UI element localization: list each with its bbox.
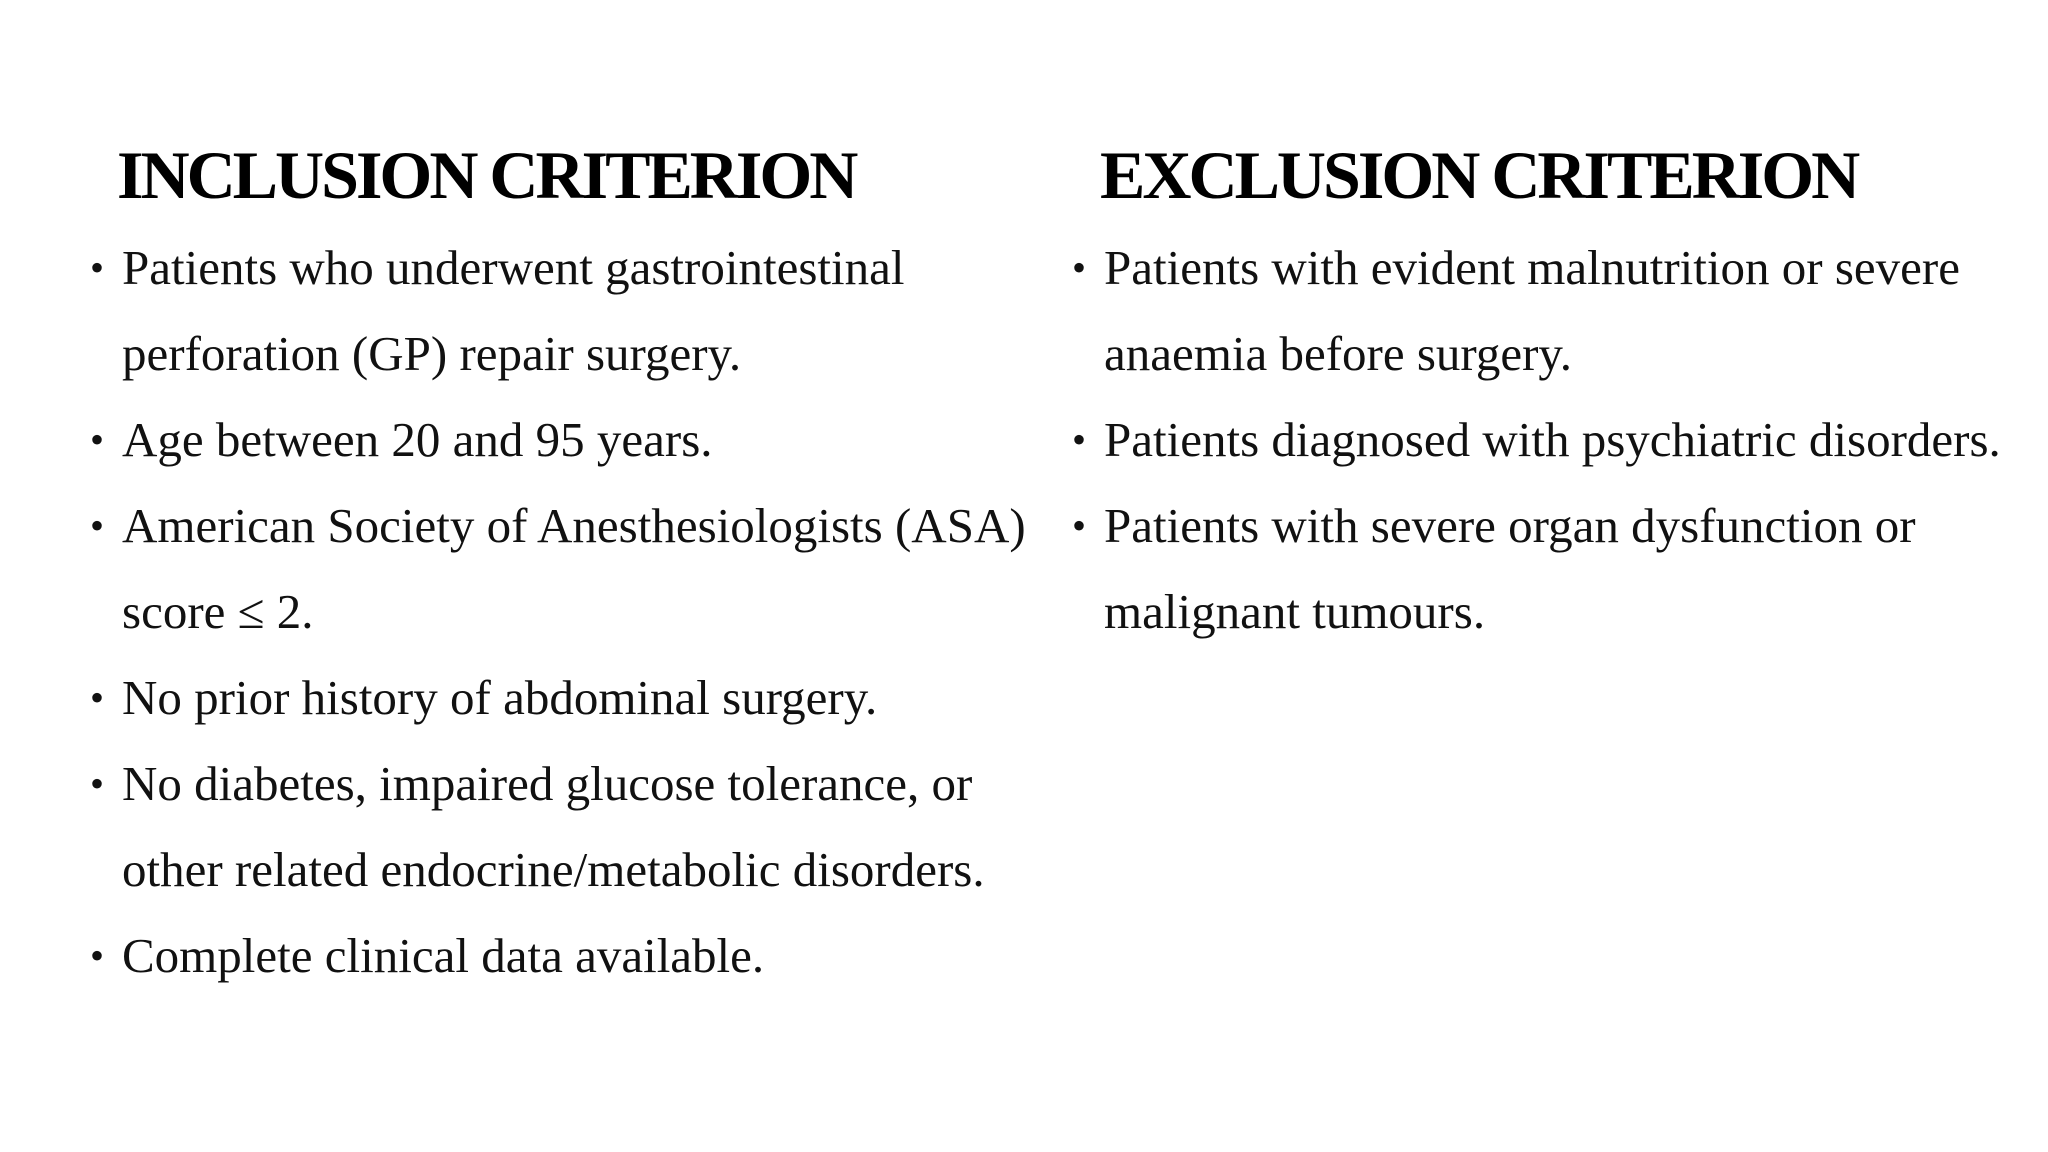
bullet-icon: •	[90, 761, 105, 806]
bullet-icon: •	[1072, 417, 1087, 462]
exclusion-list	[1067, 225, 2007, 655]
inclusion-item	[85, 741, 1065, 913]
bullet-icon: •	[90, 933, 105, 978]
inclusion-item	[85, 655, 1065, 741]
inclusion-item-text: Patients who underwent gastrointestinal perforation (GP) repair surgery.	[122, 240, 905, 381]
exclusion-column	[1067, 125, 2007, 655]
exclusion-item-text: Patients with evident malnutrition or severe anaemia before surgery.	[1104, 240, 1960, 381]
bullet-icon: •	[1072, 503, 1087, 548]
inclusion-item	[85, 225, 1065, 397]
inclusion-list	[85, 225, 1065, 999]
exclusion-item	[1067, 397, 2007, 483]
bullet-icon: •	[90, 503, 105, 548]
bullet-icon: •	[90, 675, 105, 720]
exclusion-item-text: Patients with severe organ dysfunction or malignant tumours.	[1104, 498, 1916, 639]
exclusion-item	[1067, 225, 2007, 397]
bullet-icon: •	[1072, 245, 1087, 290]
exclusion-heading: EXCLUSION CRITERION	[1100, 137, 1858, 213]
bullet-icon: •	[90, 245, 105, 290]
bullet-icon: •	[90, 417, 105, 462]
exclusion-item-text: Patients diagnosed with psychiatric disorders.	[1104, 412, 2001, 467]
inclusion-item	[85, 913, 1065, 999]
exclusion-item	[1067, 483, 2007, 655]
inclusion-item	[85, 483, 1065, 655]
inclusion-item-text: No prior history of abdominal surgery.	[122, 670, 878, 725]
inclusion-column	[85, 125, 1065, 999]
inclusion-item-text: Complete clinical data available.	[122, 928, 765, 983]
inclusion-item-text: American Society of Anesthesiologists (ASA) score ≤ 2.	[122, 498, 1026, 639]
inclusion-item	[85, 397, 1065, 483]
inclusion-heading: INCLUSION CRITERION	[117, 137, 856, 213]
inclusion-item-text: Age between 20 and 95 years.	[122, 412, 713, 467]
inclusion-item-text: No diabetes, impaired glucose tolerance, or other related endocrine/metabolic disorders.	[122, 756, 985, 897]
